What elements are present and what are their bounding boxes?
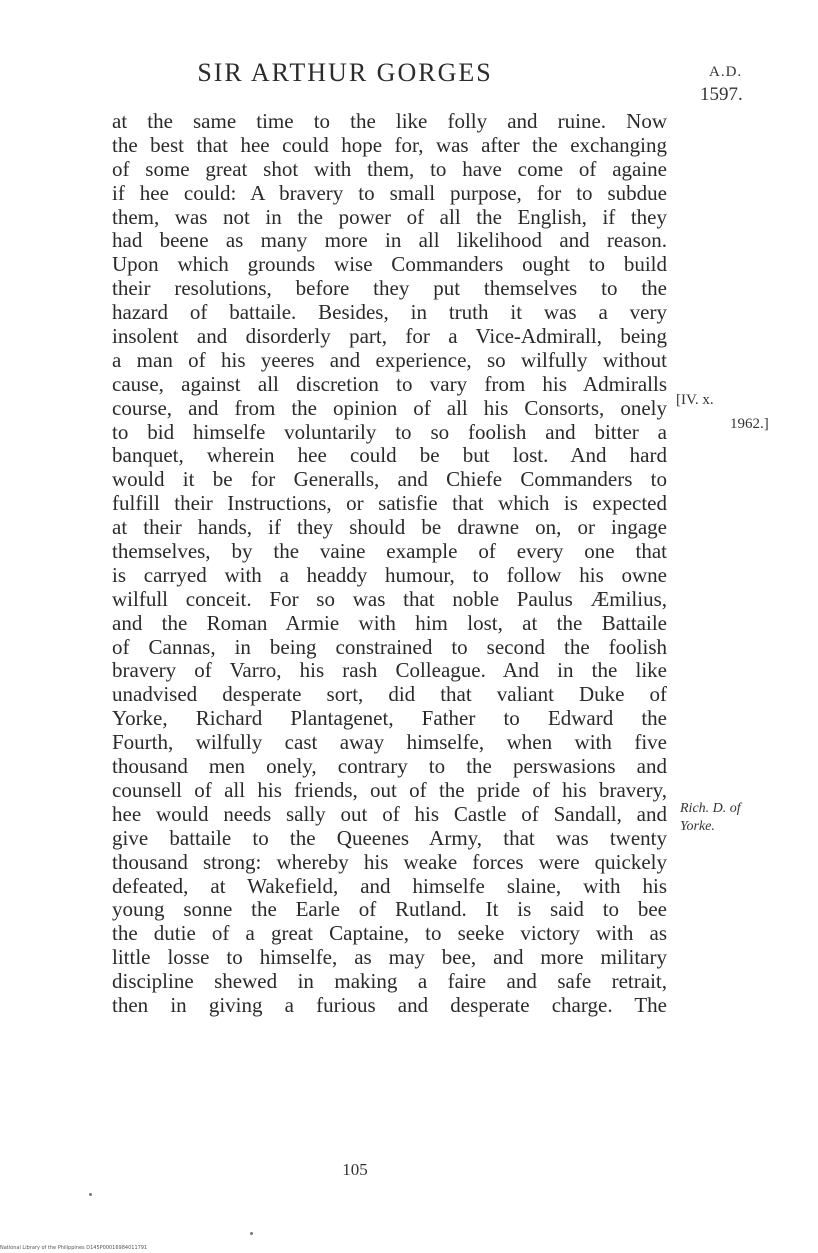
- text-line: thousand men onely, contrary to the perswasions and: [112, 755, 667, 779]
- page-number: 105: [342, 1160, 368, 1179]
- text-line: thousand strong: whereby his weake forces were quickely: [112, 850, 667, 874]
- text-line: if hee could: A bravery to small purpose, for to subdue: [112, 181, 667, 205]
- text-line: would it be for Generalls, and Chiefe Commanders to: [112, 468, 667, 492]
- body-text: [112, 110, 667, 1018]
- text-line: at the same time to the like folly and ruine. Now: [112, 110, 667, 133]
- text-line: Fourth, wilfully cast away himselfe, when with five: [112, 731, 667, 755]
- text-line: bravery of Varro, his rash Colleague. And in the like: [112, 659, 667, 683]
- text-line: banquet, wherein hee could be but lost. And hard: [112, 444, 667, 468]
- text-line: give battaile to the Queenes Army, that was twenty: [112, 826, 667, 850]
- text-line: young sonne the Earle of Rutland. It is said to bee: [112, 898, 667, 922]
- margin-citation-line2: 1962.]: [730, 416, 769, 432]
- text-line: discipline shewed in making a faire and safe retrait,: [112, 970, 667, 994]
- text-line: to bid himselfe voluntarily to so foolish and bitter a: [112, 420, 667, 444]
- text-line: course, and from the opinion of all his Consorts, onely: [112, 396, 667, 420]
- text-line: had beene as many more in all likelihood and reason.: [112, 229, 667, 253]
- paper-speck: [89, 1193, 92, 1196]
- text-line: themselves, by the vaine example of every one that: [112, 540, 667, 564]
- text-line: fulfill their Instructions, or satisfie that which is expected: [112, 492, 667, 516]
- text-line: hazard of battaile. Besides, in truth it was a very: [112, 301, 667, 325]
- paper-speck: [250, 1232, 253, 1235]
- text-line: Upon which grounds wise Commanders ought to build: [112, 253, 667, 277]
- text-line: Yorke, Richard Plantagenet, Father to Edward the: [112, 707, 667, 731]
- ad-label: A.D.: [709, 64, 743, 80]
- margin-side-note-line1: Rich. D. of: [680, 801, 741, 816]
- scan-footer: National Library of the Philippines D145P00016984011791: [0, 1245, 148, 1251]
- text-line: the best that hee could hope for, was after the exchanging: [112, 133, 667, 157]
- text-line: defeated, at Wakefield, and himselfe slaine, with his: [112, 874, 667, 898]
- text-line: of some great shot with them, to have come of againe: [112, 157, 667, 181]
- margin-side-note-line2: Yorke.: [680, 819, 715, 834]
- margin-citation-line1: [IV. x.: [676, 392, 714, 408]
- text-line: their resolutions, before they put themselves to the: [112, 277, 667, 301]
- text-line: little losse to himselfe, as may bee, and more military: [112, 946, 667, 970]
- text-line: then in giving a furious and desperate charge. The: [112, 993, 667, 1017]
- text-line: wilfull conceit. For so was that noble Paulus Æmilius,: [112, 587, 667, 611]
- text-line: insolent and disorderly part, for a Vice-Admirall, being: [112, 325, 667, 349]
- text-line: and the Roman Armie with him lost, at the Battaile: [112, 611, 667, 635]
- running-title: SIR ARTHUR GORGES: [197, 58, 493, 87]
- text-line: a man of his yeeres and experience, so wilfully without: [112, 348, 667, 372]
- text-line: cause, against all discretion to vary from his Admiralls: [112, 372, 667, 396]
- text-line: is carryed with a headdy humour, to follow his owne: [112, 563, 667, 587]
- text-line: unadvised desperate sort, did that valiant Duke of: [112, 683, 667, 707]
- text-line: them, was not in the power of all the English, if they: [112, 205, 667, 229]
- text-line: the dutie of a great Captaine, to seeke victory with as: [112, 922, 667, 946]
- text-line: of Cannas, in being constrained to second the foolish: [112, 635, 667, 659]
- text-line: hee would needs sally out of his Castle of Sandall, and: [112, 802, 667, 826]
- text-line: counsell of all his friends, out of the pride of his bravery,: [112, 778, 667, 802]
- ad-year: 1597.: [700, 84, 743, 105]
- text-line: at their hands, if they should be drawne on, or ingage: [112, 516, 667, 540]
